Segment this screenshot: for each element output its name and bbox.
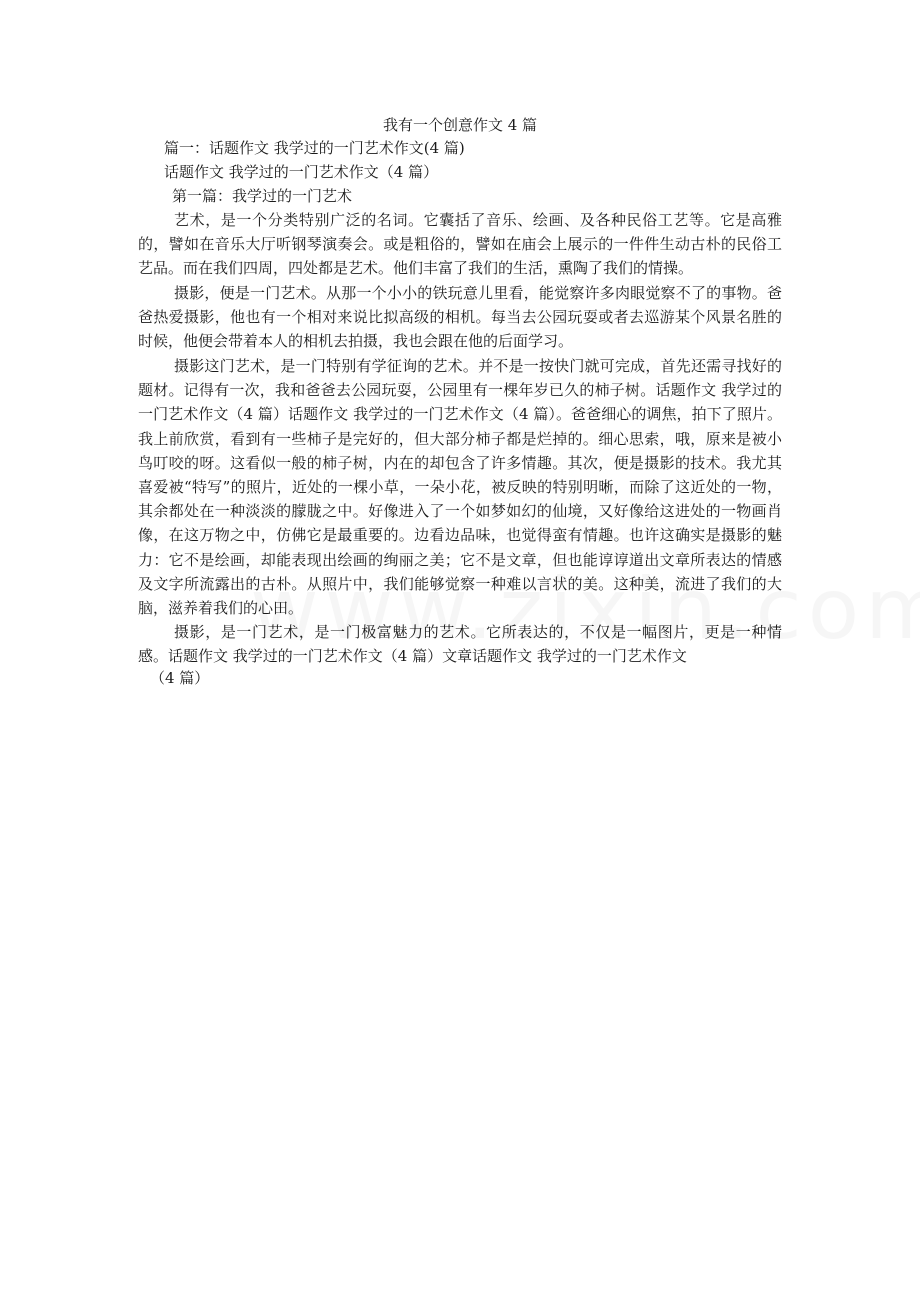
subtitle: 话题作文 我学过的一门艺术作文（4 篇）	[164, 163, 439, 181]
paragraph-2: 摄影，便是一门艺术。从那一个小小的铁玩意儿里看，能觉察许多肉眼觉察不了的事物。爸爸热爱摄影，他也有一个相对来说比拟高级的相机。每当去公园玩耍或者去巡游某个风景名胜的时候，他便会带着本人的相机去拍摄，我也会跟在他的后面学习。	[138, 284, 782, 351]
paragraph-1: 艺术，是一个分类特别广泛的名词。它囊括了音乐、绘画、及各种民俗工艺等。它是高雅的，譬如在音乐大厅听钢琴演奏会。或是粗俗的，譬如在庙会上展示的一件件生动古朴的民俗工艺品。而在我们四周，四处都是艺术。他们丰富了我们的生活，熏陶了我们的情操。	[138, 211, 782, 278]
paragraph-3: 摄影这门艺术，是一门特别有学征询的艺术。并不是一按快门就可完成，首先还需寻找好的题材。记得有一次，我和爸爸去公园玩耍，公园里有一棵年岁已久的柿子树。话题作文 我学过的一门艺术作文（4 篇）话题作文 我学过的一门艺术作文（4 篇）。爸爸细心的调焦，拍下了照片。我上前欣赏，看到有一些柿子是完好的，但大部分柿子都是烂掉的。细心思索，哦，原来是被小鸟叮咬的呀。这看似一般的柿子树，内在的却包含了许多情趣。其次，便是摄影的技术。我尤其喜爱被“特写”的照片，近处的一棵小草，一朵小花，被反映的特别明晰，而除了这近处的一物，其余都处在一种淡淡的朦胧之中。好像进入了一个如梦如幻的仙境，又好像给这进处的一物画肖像，在这万物之中，仿佛它是最重要的。边看边品味，也觉得蛮有情趣。也许这确实是摄影的魅力：它不是绘画，却能表现出绘画的绚丽之美；它不是文章，但也能谆谆道出文章所表达的情感及文字所流露出的古朴。从照片中，我们能够觉察一种难以言状的美。这种美，流进了我们的大脑，滋养着我们的心田。	[138, 357, 782, 618]
section-heading: 篇一：话题作文 我学过的一门艺术作文(4 篇)	[164, 139, 465, 157]
document-title: 我有一个创意作文 4 篇	[382, 116, 538, 134]
chapter-heading: 第一篇：我学过的一门艺术	[172, 187, 353, 205]
paragraph-tail: （4 篇）	[150, 669, 210, 687]
paragraph-4: 摄影，是一门艺术，是一门极富魅力的艺术。它所表达的，不仅是一幅图片，更是一种情感。话题作文 我学过的一门艺术作文（4 篇）文章话题作文 我学过的一门艺术作文	[138, 623, 782, 666]
